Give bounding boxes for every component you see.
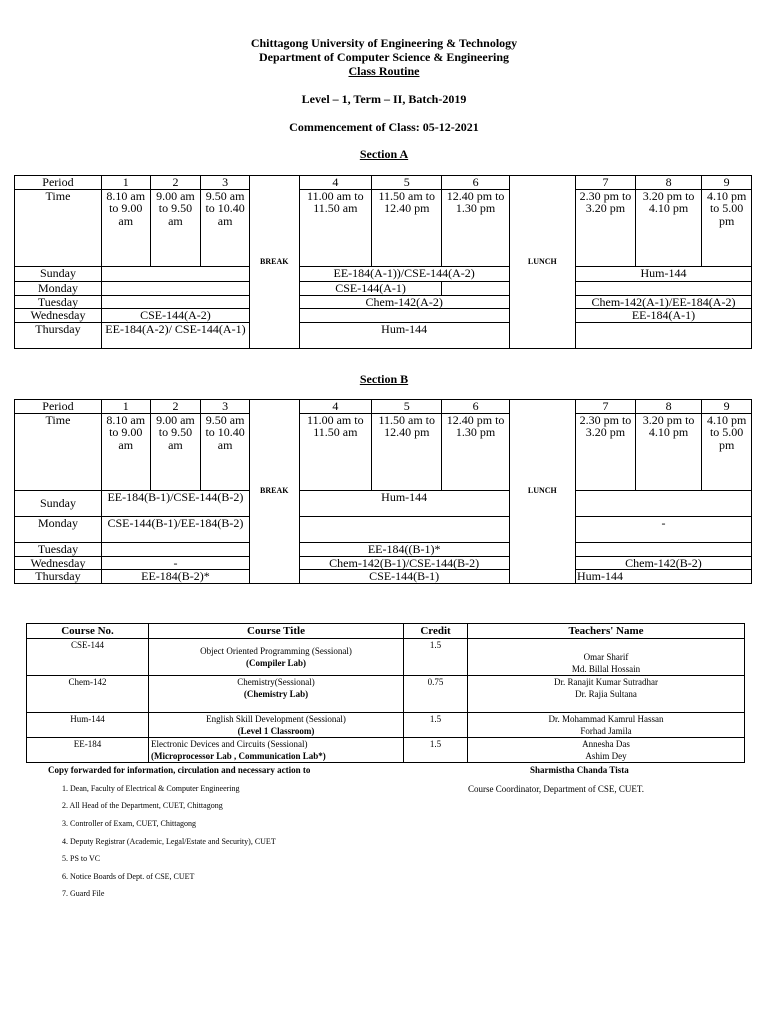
- day-label: Thursday: [15, 323, 102, 349]
- day-label: Thursday: [15, 570, 102, 584]
- day-row-thursday: [15, 570, 752, 584]
- course-table: [26, 623, 745, 763]
- period-number: 5: [372, 176, 442, 190]
- day-label: Sunday: [15, 490, 102, 516]
- class-cell-empty: [299, 516, 509, 542]
- commencement-date: Commencement of Class: 05-12-2021: [289, 120, 479, 134]
- time-row: [15, 189, 752, 266]
- document-header: [0, 36, 768, 78]
- course-no: Chem-142: [27, 676, 149, 713]
- day-label: Tuesday: [15, 295, 102, 309]
- day-row-thursday: [15, 323, 752, 349]
- department-name: Department of Computer Science & Engineering: [258, 50, 510, 64]
- teacher-name: Md. Billal Hossain: [571, 664, 641, 674]
- course-no: CSE-144: [27, 639, 149, 676]
- time-slot: 9.00 am to 9.50 am: [150, 413, 201, 490]
- day-label: Wednesday: [15, 556, 102, 570]
- period-row: [15, 400, 752, 414]
- class-cell: Chem-142(B-2): [575, 556, 751, 570]
- day-row-sunday: [15, 266, 752, 281]
- header-course-no: Course No.: [27, 624, 149, 639]
- course-teachers: [468, 639, 745, 676]
- day-row-tuesday: [15, 542, 752, 556]
- class-cell-empty: [299, 309, 509, 323]
- course-room: (Microprocessor Lab , Communication Lab*): [151, 751, 326, 761]
- class-cell: -: [575, 516, 751, 542]
- class-cell-empty: [101, 295, 249, 309]
- class-cell: Chem-142(A-1)/EE-184(A-2): [575, 295, 751, 309]
- section-b-routine-table: [14, 399, 752, 584]
- period-label: Period: [15, 176, 102, 190]
- section-a-routine-table: [14, 175, 752, 349]
- day-row-tuesday: [15, 295, 752, 309]
- header-credit: Credit: [404, 624, 468, 639]
- break-cell: BREAK: [249, 400, 299, 584]
- period-number: 9: [702, 176, 752, 190]
- course-credit: 0.75: [404, 676, 468, 713]
- class-cell: Hum-144: [299, 490, 509, 516]
- time-slot: 11.00 am to 11.50 am: [299, 413, 371, 490]
- course-row: [27, 639, 745, 676]
- course-no: Hum-144: [27, 713, 149, 738]
- class-cell-empty: [575, 490, 751, 516]
- period-number: 3: [201, 176, 250, 190]
- day-row-monday: [15, 516, 752, 542]
- course-title-cell: [149, 639, 404, 676]
- course-title: English Skill Development (Sessional): [206, 714, 346, 724]
- period-number: 1: [101, 400, 150, 414]
- period-number: 9: [702, 400, 752, 414]
- class-cell: EE-184(B-2)*: [101, 570, 249, 584]
- time-slot: 9.50 am to 10.40 am: [201, 413, 250, 490]
- time-slot: 12.40 pm to 1.30 pm: [442, 189, 509, 266]
- time-slot: 8.10 am to 9.00 am: [101, 189, 150, 266]
- course-title: Chemistry(Sessional): [237, 677, 315, 687]
- period-number: 2: [150, 400, 201, 414]
- course-table-header: [27, 624, 745, 639]
- course-teachers: [468, 713, 745, 738]
- period-number: 2: [150, 176, 201, 190]
- course-credit: 1.5: [404, 639, 468, 676]
- day-label: Tuesday: [15, 542, 102, 556]
- class-cell-empty: [575, 323, 751, 349]
- time-slot: 12.40 pm to 1.30 pm: [442, 413, 509, 490]
- break-cell: BREAK: [249, 176, 299, 349]
- header-teachers: Teachers' Name: [468, 624, 745, 639]
- distribution-item: 6. Notice Boards of Dept. of CSE, CUET: [62, 872, 195, 881]
- course-row: [27, 713, 745, 738]
- course-teachers: [468, 738, 745, 763]
- distribution-item: 3. Controller of Exam, CUET, Chittagong: [62, 819, 197, 828]
- class-cell: EE-184(A-1): [575, 309, 751, 323]
- period-number: 7: [575, 400, 635, 414]
- course-title-cell: [149, 713, 404, 738]
- day-row-monday: [15, 281, 752, 295]
- course-room: (Level 1 Classroom): [237, 726, 315, 736]
- time-slot: 9.50 am to 10.40 am: [201, 189, 250, 266]
- class-cell-empty: [575, 281, 751, 295]
- course-title-cell: [149, 738, 404, 763]
- period-row: [15, 176, 752, 190]
- teacher-name: Dr. Ranajit Kumar Sutradhar: [554, 677, 658, 687]
- period-number: 8: [635, 400, 701, 414]
- class-cell: CSE-144(A-2): [101, 309, 249, 323]
- header-course-title: Course Title: [149, 624, 404, 639]
- day-label: Monday: [15, 516, 102, 542]
- teacher-name: Annesha Das: [582, 739, 630, 749]
- period-number: 8: [635, 176, 701, 190]
- period-number: 6: [442, 176, 509, 190]
- period-number: 5: [372, 400, 442, 414]
- period-label: Period: [15, 400, 102, 414]
- time-slot: 11.00 am to 11.50 am: [299, 189, 371, 266]
- time-label: Time: [15, 189, 102, 266]
- class-cell: CSE-144(A-1): [299, 281, 442, 295]
- course-no: EE-184: [27, 738, 149, 763]
- time-slot: 4.10 pm to 5.00 pm: [702, 413, 752, 490]
- distribution-item: 2. All Head of the Department, CUET, Chittagong: [62, 801, 223, 810]
- teacher-name: Dr. Rajia Sultana: [575, 689, 637, 699]
- distribution-item: 1. Dean, Faculty of Electrical & Computer Engineering: [62, 784, 240, 793]
- level-term-batch: Level – 1, Term – II, Batch-2019: [301, 92, 467, 106]
- class-cell: Chem-142(B-1)/CSE-144(B-2): [299, 556, 509, 570]
- class-cell: EE-184(A-2)/ CSE-144(A-1): [101, 323, 249, 349]
- course-title: Electronic Devices and Circuits (Sessional): [151, 739, 308, 749]
- period-number: 7: [575, 176, 635, 190]
- class-cell-empty: [101, 266, 249, 281]
- class-cell: Hum-144: [299, 323, 509, 349]
- time-slot: 3.20 pm to 4.10 pm: [635, 413, 701, 490]
- time-slot: 2.30 pm to 3.20 pm: [575, 413, 635, 490]
- document-title: Class Routine: [348, 64, 420, 78]
- course-room: (Chemistry Lab): [243, 689, 309, 699]
- time-slot: 4.10 pm to 5.00 pm: [702, 189, 752, 266]
- day-label: Monday: [15, 281, 102, 295]
- signatory-title: Course Coordinator, Department of CSE, CUET.: [468, 784, 644, 794]
- teacher-name: Dr. Mohammad Kamrul Hassan: [548, 714, 664, 724]
- teacher-name: Omar Sharif: [583, 652, 629, 662]
- day-row-sunday: [15, 490, 752, 516]
- distribution-item: 4. Deputy Registrar (Academic, Legal/Estate and Security), CUET: [62, 837, 276, 846]
- class-cell: Hum-144: [575, 266, 751, 281]
- course-teachers: [468, 676, 745, 713]
- class-cell: EE-184((B-1)*: [299, 542, 509, 556]
- class-cell: EE-184(B-1)/CSE-144(B-2): [101, 490, 249, 516]
- class-cell: CSE-144(B-1): [299, 570, 509, 584]
- period-number: 1: [101, 176, 150, 190]
- course-row: [27, 676, 745, 713]
- period-number: 3: [201, 400, 250, 414]
- class-cell: EE-184(A-1))/CSE-144(A-2): [299, 266, 509, 281]
- forward-note: Copy forwarded for information, circulation and necessary action to: [48, 765, 311, 775]
- day-label: Sunday: [15, 266, 102, 281]
- section-b-title: Section B: [359, 372, 409, 386]
- class-cell: CSE-144(B-1)/EE-184(B-2): [101, 516, 249, 542]
- distribution-item: 5. PS to VC: [62, 854, 101, 863]
- class-cell: -: [101, 556, 249, 570]
- course-title: Object Oriented Programming (Sessional): [200, 646, 352, 656]
- period-number: 4: [299, 400, 371, 414]
- lunch-cell: LUNCH: [509, 176, 575, 349]
- class-cell-empty: [442, 281, 509, 295]
- class-cell-empty: [575, 542, 751, 556]
- class-cell-empty: [101, 281, 249, 295]
- course-title-cell: [149, 676, 404, 713]
- time-slot: 11.50 am to 12.40 pm: [372, 189, 442, 266]
- day-label: Wednesday: [15, 309, 102, 323]
- day-row-wednesday: [15, 309, 752, 323]
- signatory-name: Sharmistha Chanda Tista: [530, 765, 629, 775]
- class-cell: Hum-144: [575, 570, 751, 584]
- period-number: 4: [299, 176, 371, 190]
- class-cell: Chem-142(A-2): [299, 295, 509, 309]
- course-credit: 1.5: [404, 713, 468, 738]
- period-number: 6: [442, 400, 509, 414]
- time-slot: 2.30 pm to 3.20 pm: [575, 189, 635, 266]
- university-name: Chittagong University of Engineering & Technology: [250, 36, 518, 50]
- time-slot: 3.20 pm to 4.10 pm: [635, 189, 701, 266]
- course-row: [27, 738, 745, 763]
- teacher-name: Forhad Jamila: [580, 726, 632, 736]
- time-slot: 11.50 am to 12.40 pm: [372, 413, 442, 490]
- section-a-title: Section A: [359, 147, 409, 161]
- course-room: (Compiler Lab): [245, 658, 307, 668]
- teacher-name: Ashim Dey: [585, 751, 627, 761]
- course-credit: 1.5: [404, 738, 468, 763]
- day-row-wednesday: [15, 556, 752, 570]
- time-row: [15, 413, 752, 490]
- time-slot: 8.10 am to 9.00 am: [101, 413, 150, 490]
- lunch-cell: LUNCH: [509, 400, 575, 584]
- class-cell-empty: [101, 542, 249, 556]
- time-slot: 9.00 am to 9.50 am: [150, 189, 201, 266]
- distribution-item: 7. Guard File: [62, 889, 105, 898]
- time-label: Time: [15, 413, 102, 490]
